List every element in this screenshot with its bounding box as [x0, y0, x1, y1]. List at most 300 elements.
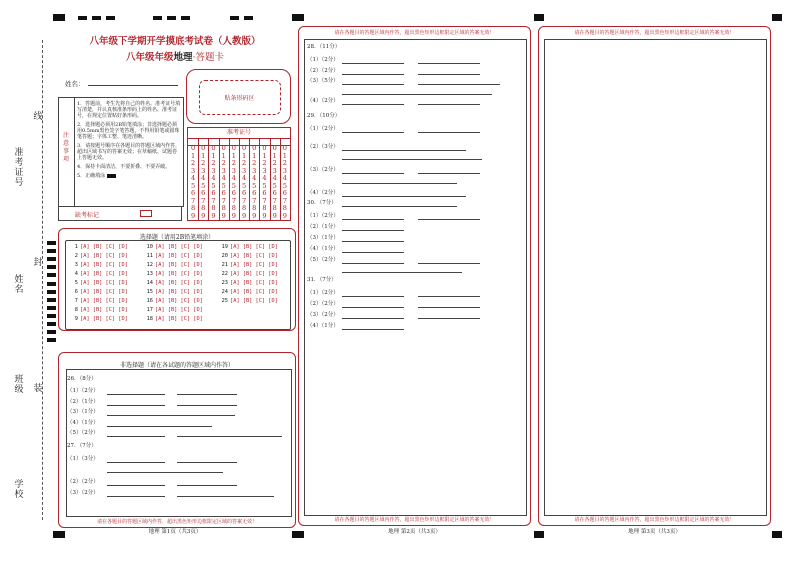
ticket-bubble[interactable]: 5	[272, 181, 277, 190]
timing-mark	[47, 282, 56, 286]
answer-line[interactable]	[342, 132, 404, 133]
ticket-bubble[interactable]: 8	[241, 204, 247, 212]
answer-line[interactable]	[418, 173, 480, 174]
ticket-bubble[interactable]: 6	[221, 189, 226, 197]
timing-mark	[47, 338, 56, 342]
choice-options[interactable]: [A] [B] [C] [D]	[155, 298, 203, 304]
ticket-bubble[interactable]: 6	[190, 189, 196, 197]
answer-line[interactable]	[342, 296, 404, 297]
timing-mark	[244, 16, 253, 20]
ticket-bubble[interactable]: 3	[211, 166, 216, 175]
choice-options[interactable]: [A] [B] [C] [D]	[80, 271, 128, 277]
answer-line[interactable]	[177, 405, 237, 406]
ticket-bubble[interactable]: 4	[272, 174, 277, 182]
choice-item[interactable]	[219, 280, 278, 286]
ticket-bubble[interactable]: 8	[190, 204, 196, 212]
choice-number: 1	[74, 244, 78, 250]
ticket-bubble[interactable]: 7	[190, 196, 196, 205]
ticket-bubble[interactable]: 1	[252, 151, 257, 160]
ticket-bubble[interactable]: 9	[252, 211, 257, 220]
answer-line[interactable]	[177, 436, 282, 437]
warning-text: 请在各题目的答题区域内作答，超出黑色矩形边框限定区域的答案无效！	[574, 30, 735, 36]
ticket-bubble[interactable]: 5	[252, 181, 257, 190]
question-part-label: （2）（2分）	[307, 67, 339, 74]
ticket-bubble[interactable]: 9	[221, 211, 226, 220]
question-head: 29．（10分）	[307, 113, 341, 119]
ticket-bubble[interactable]: 3	[272, 166, 277, 175]
warning-text: 请在各题目的答题区域内作答，超出黑色矩形边框限定区域的答案无效！	[574, 517, 735, 523]
ticket-bubble[interactable]: 1	[262, 151, 267, 160]
answer-line[interactable]	[107, 485, 165, 486]
answer-line[interactable]	[342, 173, 404, 174]
choice-options[interactable]: [A] [B] [C] [D]	[80, 316, 128, 322]
timing-mark	[167, 16, 176, 20]
choice-number: 23	[221, 280, 228, 286]
choice-number: 20	[221, 253, 228, 259]
question-part-label: （3）（2分）	[67, 490, 99, 496]
ticket-bubble[interactable]: 0	[272, 144, 277, 152]
choice-options[interactable]: [A] [B] [C] [D]	[230, 280, 278, 286]
ticket-bubble[interactable]: 3	[231, 166, 236, 175]
ticket-bubble[interactable]: 1	[241, 151, 247, 160]
ticket-bubble[interactable]: 8	[282, 204, 287, 212]
choice-number: 19	[221, 244, 228, 250]
ticket-bubble[interactable]: 9	[282, 211, 287, 220]
timing-mark	[153, 16, 162, 20]
choice-number: 6	[74, 289, 78, 295]
choice-item[interactable]	[219, 262, 278, 268]
choice-item[interactable]	[144, 298, 203, 304]
choice-options[interactable]: [A] [B] [C] [D]	[155, 316, 203, 322]
ticket-bubble[interactable]: 3	[190, 166, 196, 175]
ticket-bubble[interactable]: 0	[211, 144, 216, 152]
choice-item[interactable]	[144, 253, 203, 259]
ticket-bubble[interactable]: 5	[282, 181, 287, 190]
choice-options[interactable]: [A] [B] [C] [D]	[155, 262, 203, 268]
ticket-bubble[interactable]: 9	[272, 211, 277, 220]
ticket-bubble[interactable]: 2	[190, 159, 196, 167]
choice-number: 25	[221, 298, 228, 304]
timing-mark	[772, 531, 782, 538]
choice-options[interactable]: [A] [B] [C] [D]	[80, 262, 128, 268]
choice-item[interactable]	[144, 244, 203, 250]
question-part-label: （1）（3分）	[67, 456, 99, 462]
ticket-bubble[interactable]: 5	[190, 181, 196, 190]
ticket-bubble[interactable]: 7	[221, 196, 226, 205]
choice-number: 3	[74, 262, 78, 268]
choice-item[interactable]	[69, 289, 128, 295]
answer-line[interactable]	[107, 462, 165, 463]
timing-mark	[772, 14, 782, 21]
ticket-bubble[interactable]: 6	[241, 189, 247, 197]
answer-line[interactable]	[177, 394, 237, 395]
ticket-bubble[interactable]: 3	[201, 166, 206, 175]
warning-text: 请在各题目的答题区域内作答，超出黑色矩形边框限定区域的答案无效！	[334, 30, 495, 36]
ticket-grid	[187, 127, 291, 221]
choice-number: 16	[146, 298, 153, 304]
ticket-bubble[interactable]: 0	[262, 144, 267, 152]
question-part-label: （1）（2分）	[307, 213, 339, 219]
answer-line[interactable]	[342, 329, 404, 330]
ticket-bubble[interactable]: 0	[231, 144, 236, 152]
choice-number: 15	[146, 289, 153, 295]
choice-number: 13	[146, 271, 153, 277]
answer-line[interactable]	[342, 252, 404, 253]
answer-line[interactable]	[342, 94, 492, 95]
timing-mark	[47, 249, 56, 253]
answer-line[interactable]	[342, 196, 466, 197]
ticket-bubble[interactable]: 7	[231, 196, 236, 205]
ticket-bubble[interactable]: 5	[221, 181, 226, 190]
choice-options[interactable]: [A] [B] [C] [D]	[155, 289, 203, 295]
question-part-label: （4）（2分）	[307, 98, 339, 104]
ticket-bubble[interactable]: 5	[231, 181, 236, 190]
choice-number: 2	[74, 253, 78, 259]
choice-number: 22	[221, 271, 228, 277]
timing-mark	[47, 290, 56, 294]
choice-number: 7	[74, 298, 78, 304]
answer-line[interactable]	[342, 183, 457, 184]
choice-options[interactable]: [A] [B] [C] [D]	[230, 244, 278, 250]
ticket-bubble[interactable]: 9	[211, 211, 216, 220]
ticket-bubble[interactable]: 4	[201, 174, 206, 182]
ticket-bubble[interactable]: 1	[282, 151, 287, 160]
name-field-label: 姓名：	[65, 80, 85, 88]
timing-mark	[47, 322, 56, 326]
answer-line[interactable]	[418, 63, 480, 64]
choice-item[interactable]	[144, 262, 203, 268]
fill-sample-icon	[107, 174, 116, 178]
choice-options[interactable]: [A] [B] [C] [D]	[155, 271, 203, 277]
question-part-label: （2）（3分）	[307, 144, 339, 150]
answer-line[interactable]	[177, 485, 237, 486]
ticket-bubble[interactable]: 7	[252, 196, 257, 205]
ticket-bubble[interactable]: 8	[221, 204, 226, 212]
choice-item[interactable]	[69, 280, 128, 286]
ticket-bubble[interactable]: 2	[211, 159, 216, 167]
ticket-bubble[interactable]: 9	[241, 211, 247, 220]
ticket-bubble[interactable]: 4	[241, 174, 247, 182]
notice-item: 5．正确填涂	[77, 173, 181, 179]
ticket-bubble[interactable]: 7	[201, 196, 206, 205]
ticket-bubble[interactable]: 2	[241, 159, 247, 167]
question-part-label: （2）（2分）	[307, 301, 339, 307]
choice-number: 10	[146, 244, 153, 250]
answer-line[interactable]	[342, 307, 404, 308]
ticket-bubble[interactable]: 2	[252, 159, 257, 167]
strip-class-label: 班级	[14, 375, 24, 395]
choice-item[interactable]	[219, 244, 278, 250]
name-input[interactable]	[88, 85, 178, 86]
ticket-bubble[interactable]: 3	[221, 166, 226, 175]
choice-options[interactable]: [A] [B] [C] [D]	[155, 280, 203, 286]
question-part-label: （3）（2分）	[307, 167, 339, 173]
choice-item[interactable]	[69, 316, 128, 322]
ticket-bubble[interactable]: 6	[231, 189, 236, 197]
choice-options[interactable]: [A] [B] [C] [D]	[80, 280, 128, 286]
question-part-label: （1）（2分）	[307, 126, 339, 132]
exam-subtitle	[56, 49, 294, 63]
ticket-bubble[interactable]: 5	[211, 181, 216, 190]
answer-line[interactable]	[342, 272, 462, 273]
ticket-bubble[interactable]: 9	[262, 211, 267, 220]
ticket-bubble[interactable]: 0	[190, 144, 196, 152]
strip-name-label: 姓名	[14, 275, 24, 295]
timing-mark	[47, 241, 56, 245]
choice-options[interactable]: [A] [B] [C] [D]	[155, 253, 203, 259]
choice-options[interactable]: [A] [B] [C] [D]	[80, 307, 128, 313]
choice-number: 5	[74, 280, 78, 286]
ticket-bubble[interactable]: 0	[241, 144, 247, 152]
ticket-bubble[interactable]: 4	[190, 174, 196, 182]
question-part-label: （3）（1分）	[67, 409, 99, 415]
ticket-bubble[interactable]: 0	[201, 144, 206, 152]
ticket-bubble[interactable]: 8	[262, 204, 267, 212]
ticket-bubble[interactable]: 6	[262, 189, 267, 197]
ticket-bubble[interactable]: 7	[282, 196, 287, 205]
ticket-bubble[interactable]: 7	[211, 196, 216, 205]
answer-line[interactable]	[418, 263, 480, 264]
notice-item: 1．答题前，考生先将自己的姓名、准考证号填写清楚，并认真核准条形码上的姓名、准考证号，在规定位置贴好条形码。	[77, 101, 181, 119]
choice-number: 4	[74, 271, 78, 277]
ticket-bubble[interactable]: 5	[241, 181, 247, 190]
choice-item[interactable]	[144, 271, 203, 277]
answer-line[interactable]	[418, 132, 480, 133]
absent-checkbox[interactable]	[140, 210, 152, 217]
ticket-bubble[interactable]: 8	[231, 204, 236, 212]
timing-mark	[92, 16, 101, 20]
notice-box	[58, 97, 184, 207]
ticket-bubble[interactable]: 4	[262, 174, 267, 182]
question-part-label: （4）（2分）	[307, 190, 339, 196]
answer-line[interactable]	[464, 84, 500, 85]
question-part-label: （3）（1分）	[307, 235, 339, 241]
ticket-bubble[interactable]: 9	[190, 211, 196, 220]
question-part-label: （4）（1分）	[307, 246, 339, 252]
choice-item[interactable]	[144, 307, 203, 313]
choice-number: 9	[74, 316, 78, 322]
ticket-column	[280, 138, 290, 220]
choice-options[interactable]: [A] [B] [C] [D]	[155, 244, 203, 250]
ticket-bubble[interactable]: 2	[282, 159, 287, 167]
ticket-bubble[interactable]: 1	[190, 151, 196, 160]
ticket-bubble[interactable]: 7	[262, 196, 267, 205]
choice-options[interactable]: [A] [B] [C] [D]	[230, 271, 278, 277]
choice-options[interactable]: [A] [B] [C] [D]	[80, 253, 128, 259]
ticket-bubble[interactable]: 9	[201, 211, 206, 220]
answer-line[interactable]	[107, 496, 165, 497]
ticket-bubble[interactable]: 3	[282, 166, 287, 175]
answer-line[interactable]	[342, 104, 404, 105]
choice-options[interactable]: [A] [B] [C] [D]	[80, 244, 128, 250]
ticket-bubble[interactable]: 5	[201, 181, 206, 190]
ticket-bubble[interactable]: 1	[211, 151, 216, 160]
answer-line[interactable]	[342, 159, 482, 160]
ticket-bubble[interactable]: 0	[282, 144, 287, 152]
answer-line[interactable]	[177, 462, 237, 463]
answer-line[interactable]	[418, 74, 480, 75]
timing-mark	[47, 298, 56, 302]
ticket-bubble[interactable]: 2	[221, 159, 226, 167]
non-choice-title: 非选择题（请在各试题的答题区域内作答）	[119, 362, 234, 369]
question-head: 28．（11分）	[307, 44, 341, 50]
ticket-bubble[interactable]: 8	[252, 204, 257, 212]
ticket-bubble[interactable]: 8	[272, 204, 277, 212]
timing-mark	[106, 16, 115, 20]
absent-label: 缺考标记	[75, 212, 100, 219]
choice-options[interactable]: [A] [B] [C] [D]	[155, 307, 203, 313]
ticket-bubble[interactable]: 4	[252, 174, 257, 182]
answer-line[interactable]	[107, 472, 223, 473]
timing-mark	[47, 273, 56, 277]
notice-item: 4．保持卡面清洁，不要折叠、不要弄破。	[77, 164, 171, 170]
choice-item[interactable]	[219, 289, 278, 295]
choice-item[interactable]	[144, 316, 203, 322]
ticket-bubble[interactable]: 2	[231, 159, 236, 167]
ticket-bubble[interactable]: 8	[211, 204, 216, 212]
page-footer: 地理 第1页（共3页）	[148, 529, 202, 535]
ticket-bubble[interactable]: 6	[282, 189, 287, 197]
answer-line[interactable]	[107, 426, 212, 427]
ticket-bubble[interactable]: 1	[221, 151, 226, 160]
choice-item[interactable]	[69, 307, 128, 313]
answer-panel-3	[538, 26, 771, 526]
choice-options[interactable]: [A] [B] [C] [D]	[230, 262, 278, 268]
answer-line[interactable]	[418, 104, 480, 105]
answer-line[interactable]	[107, 415, 235, 416]
page-footer: 地理 第2页（共3页）	[388, 529, 441, 535]
ticket-bubble[interactable]: 1	[231, 151, 236, 160]
choice-options[interactable]: [A] [B] [C] [D]	[230, 253, 278, 259]
ticket-title: 准考证号	[188, 128, 290, 139]
timing-mark	[47, 306, 56, 310]
ticket-bubble[interactable]: 2	[201, 159, 206, 167]
ticket-bubble[interactable]: 6	[201, 189, 206, 197]
ticket-bubble[interactable]: 6	[252, 189, 257, 197]
question-part-label: （5）（2分）	[67, 430, 99, 436]
answer-line[interactable]	[342, 230, 404, 231]
question-head: 31．（7分）	[307, 277, 337, 283]
choice-number: 18	[146, 316, 153, 322]
choice-options[interactable]: [A] [B] [C] [D]	[80, 298, 128, 304]
ticket-bubble[interactable]: 0	[252, 144, 257, 152]
ticket-bubble[interactable]: 3	[241, 166, 247, 175]
question-head: 27．（7分）	[67, 443, 97, 449]
question-part-label: （2）（1分）	[307, 224, 339, 230]
subtitle-card: ·答题卡	[192, 52, 225, 63]
choice-item[interactable]	[69, 262, 128, 268]
ticket-bubble[interactable]: 4	[221, 174, 226, 182]
ticket-bubble[interactable]: 7	[241, 196, 247, 205]
question-part-label: （3）（5分）	[307, 78, 339, 84]
ticket-bubble[interactable]: 6	[211, 189, 216, 197]
ticket-bubble[interactable]: 1	[201, 151, 206, 160]
answer-line[interactable]	[342, 150, 466, 151]
choice-item[interactable]	[69, 253, 128, 259]
timing-mark	[47, 330, 56, 334]
answer-line[interactable]	[418, 219, 480, 220]
ticket-bubble[interactable]: 8	[201, 204, 206, 212]
choice-options[interactable]: [A] [B] [C] [D]	[230, 298, 278, 304]
question-head: 26．（8分）	[67, 376, 97, 382]
question-part-label: （1）（2分）	[67, 388, 99, 394]
answer-line[interactable]	[342, 263, 404, 264]
ticket-bubble[interactable]: 5	[262, 181, 267, 190]
answer-line[interactable]	[107, 405, 165, 406]
choice-item[interactable]	[219, 253, 278, 259]
timing-mark	[534, 14, 544, 21]
ticket-bubble[interactable]: 4	[282, 174, 287, 182]
timing-mark	[47, 314, 56, 318]
ticket-bubble[interactable]: 3	[262, 166, 267, 175]
question-part-label: （1）（2分）	[307, 57, 339, 63]
subtitle-subject: 地理	[173, 52, 193, 63]
choice-number: 17	[146, 307, 153, 313]
ticket-bubble[interactable]: 9	[231, 211, 236, 220]
notice-item: 2．选择题必须用2B铅笔填涂；非选择题必须用0.5mm黑色签字笔答题，不得用铅笔或圆珠笔答题；字体工整、笔迹清晰。	[77, 122, 180, 140]
answer-line[interactable]	[342, 241, 404, 242]
warning-text: 请在各题目的答题区域内作答，超出黑色矩形边框限定区域的答案无效！	[96, 519, 257, 525]
question-head: 30．（7分）	[307, 200, 337, 206]
answer-line[interactable]	[342, 219, 404, 220]
choice-item[interactable]	[69, 271, 128, 277]
ticket-bubble[interactable]: 2	[262, 159, 267, 167]
answer-line[interactable]	[177, 496, 274, 497]
ticket-bubble[interactable]: 0	[221, 144, 226, 152]
choice-item[interactable]	[144, 289, 203, 295]
ticket-bubble[interactable]: 6	[272, 189, 277, 197]
question-part-label: （2）（2分）	[67, 479, 99, 485]
choice-options[interactable]: [A] [B] [C] [D]	[230, 289, 278, 295]
choice-item[interactable]	[144, 280, 203, 286]
strip-school-label: 学校	[14, 480, 24, 500]
ticket-bubble[interactable]: 7	[272, 196, 277, 205]
answer-line[interactable]	[418, 307, 480, 308]
timing-mark	[292, 14, 304, 21]
timing-mark	[181, 16, 190, 20]
answer-line[interactable]	[418, 296, 480, 297]
choice-item[interactable]	[219, 271, 278, 277]
answer-line[interactable]	[342, 74, 404, 75]
choice-item[interactable]	[69, 298, 128, 304]
choice-section	[58, 228, 296, 331]
ticket-bubble[interactable]: 4	[211, 174, 216, 182]
seal-char: 封	[33, 258, 43, 268]
choice-number: 21	[221, 262, 228, 268]
answer-line[interactable]	[342, 84, 404, 85]
answer-line[interactable]	[418, 318, 480, 319]
choice-item[interactable]	[69, 244, 128, 250]
answer-line[interactable]	[107, 394, 165, 395]
ticket-bubble[interactable]: 3	[252, 166, 257, 175]
choice-item[interactable]	[219, 298, 278, 304]
answer-line[interactable]	[342, 206, 457, 207]
choice-number: 8	[74, 307, 78, 313]
timing-mark	[230, 16, 239, 20]
ticket-bubble[interactable]: 4	[231, 174, 236, 182]
question-part-label: （4）（1分）	[67, 419, 99, 426]
question-part-label: （2）（1分）	[67, 398, 99, 405]
barcode-area: 贴条形码区	[186, 69, 291, 124]
answer-line[interactable]	[107, 436, 165, 437]
choice-options[interactable]: [A] [B] [C] [D]	[80, 289, 128, 295]
answer-line[interactable]	[342, 318, 404, 319]
choice-number: 24	[221, 289, 228, 295]
answer-line[interactable]	[342, 63, 404, 64]
ticket-bubble[interactable]: 2	[272, 159, 277, 167]
subtitle-grade: 八年级年级	[125, 52, 174, 63]
ticket-bubble[interactable]: 1	[272, 151, 277, 160]
